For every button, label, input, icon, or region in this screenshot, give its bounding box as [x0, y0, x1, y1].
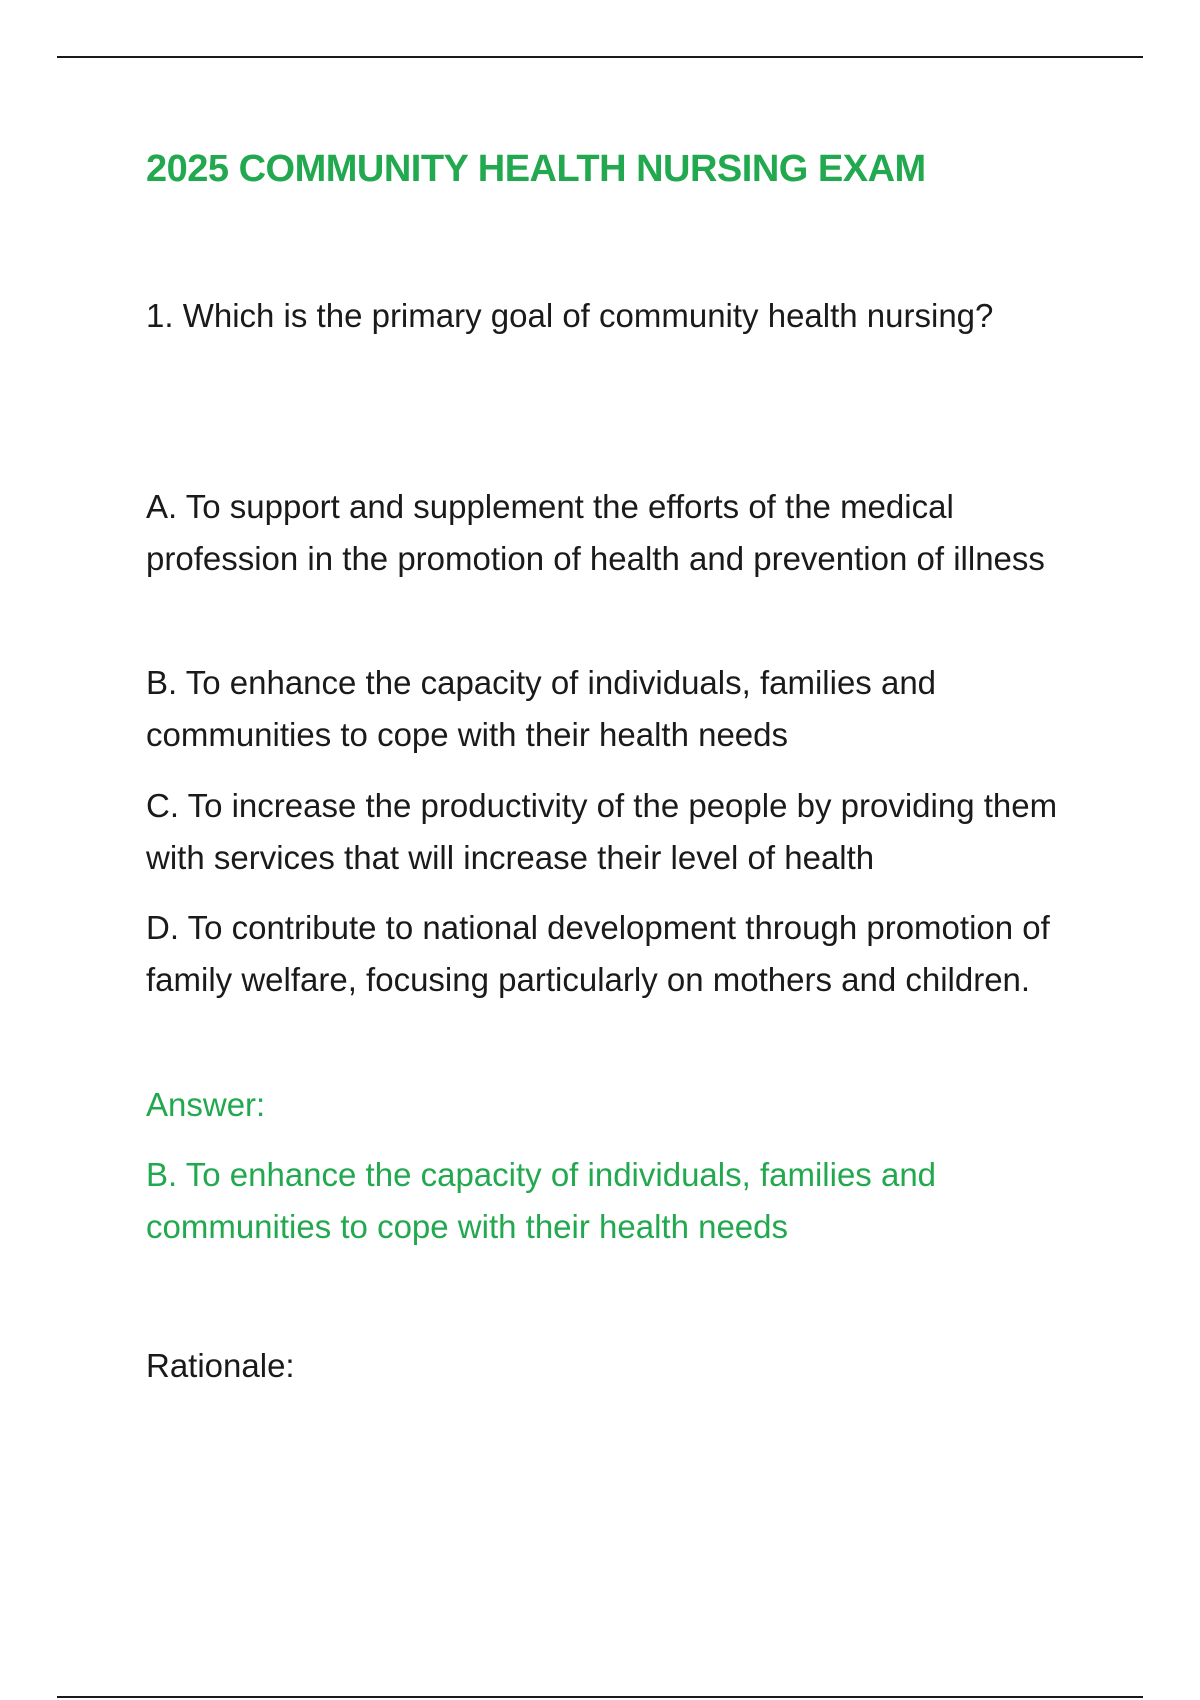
- option-a: A. To support and supplement the efforts of the medical profession in the promotion of health and prevention of illness: [146, 488, 1045, 577]
- document-title: 2025 COMMUNITY HEALTH NURSING EXAM: [146, 148, 926, 190]
- top-rule: [57, 56, 1143, 58]
- option-b: B. To enhance the capacity of individuals, families and communities to cope with their health needs: [146, 664, 937, 753]
- bottom-rule: [57, 1696, 1143, 1698]
- option-d: D. To contribute to national development through promotion of family welfare, focusing particularly on mothers and children.: [146, 909, 1050, 998]
- answer-label: Answer:: [146, 1086, 266, 1123]
- question-text: 1. Which is the primary goal of community health nursing?: [146, 297, 994, 334]
- option-c: C. To increase the productivity of the people by providing them with services that will increase their level of health: [146, 787, 1058, 876]
- answer-text: B. To enhance the capacity of individuals, families and communities to cope with their health needs: [146, 1156, 937, 1245]
- rationale-label: Rationale:: [146, 1347, 295, 1384]
